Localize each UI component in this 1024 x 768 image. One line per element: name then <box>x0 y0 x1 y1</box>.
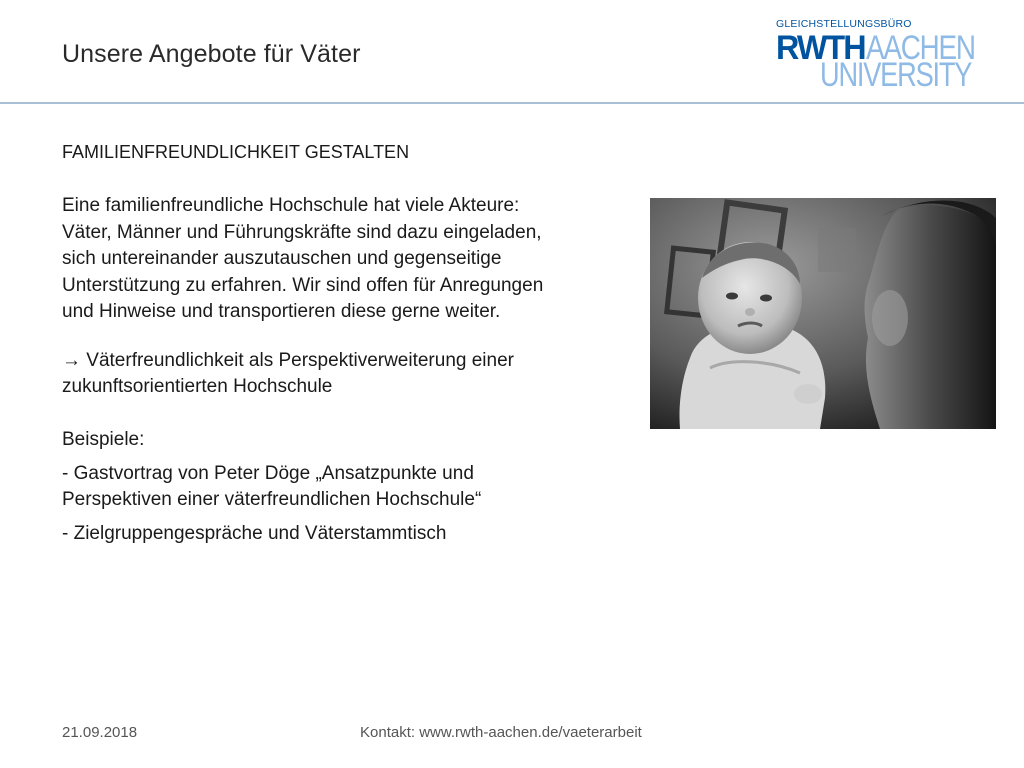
photo-illustration <box>650 198 996 429</box>
logo-subtitle: GLEICHSTELLUNGSBÜRO <box>776 18 912 30</box>
slide-content <box>62 142 642 555</box>
arrow-line: → Väterfreundlichkeit als Perspektiverweiterung einer <box>62 349 514 371</box>
logo-aachen: AACHEN <box>866 29 975 67</box>
intro-line: und Hinweise und transportieren diese gerne weiter. <box>62 301 501 322</box>
intro-line: Unterstützung zu erfahren. Wir sind offen für Anregungen <box>62 274 544 296</box>
father-baby-photo <box>650 198 996 429</box>
intro-line: Väter, Männer und Führungskräfte sind dazu eingeladen, <box>62 221 542 243</box>
example-item <box>62 461 642 513</box>
title-divider <box>0 102 1024 104</box>
footer-contact: Kontakt: www.rwth-aachen.de/vaeterarbeit <box>360 724 642 741</box>
footer-date: 21.09.2018 <box>62 724 138 741</box>
slide-title: Unsere Angebote für Väter <box>62 40 361 68</box>
examples-label: Beispiele: <box>62 428 145 450</box>
intro-line: sich untereinander auszutauschen und gegenseitige <box>62 248 502 269</box>
intro-paragraph <box>62 193 642 326</box>
logo-university: UNIVERSITY <box>820 56 972 94</box>
example-line: - Gastvortrag von Peter Döge „Ansatzpunkte und <box>62 462 474 484</box>
section-heading: FAMILIENFREUNDLICHKEIT GESTALTEN <box>62 142 410 162</box>
example-line: Perspektiven einer väterfreundlichen Hochschule“ <box>62 488 482 510</box>
intro-line: Eine familienfreundliche Hochschule hat viele Akteure: <box>62 195 520 216</box>
rwth-logo <box>776 18 986 94</box>
example-item: - Zielgruppengespräche und Väterstammtisch <box>62 522 447 544</box>
arrow-line: zukunftsorientierten Hochschule <box>62 376 333 397</box>
arrow-statement <box>62 348 642 401</box>
logo-rwth: RWTH <box>776 29 865 67</box>
